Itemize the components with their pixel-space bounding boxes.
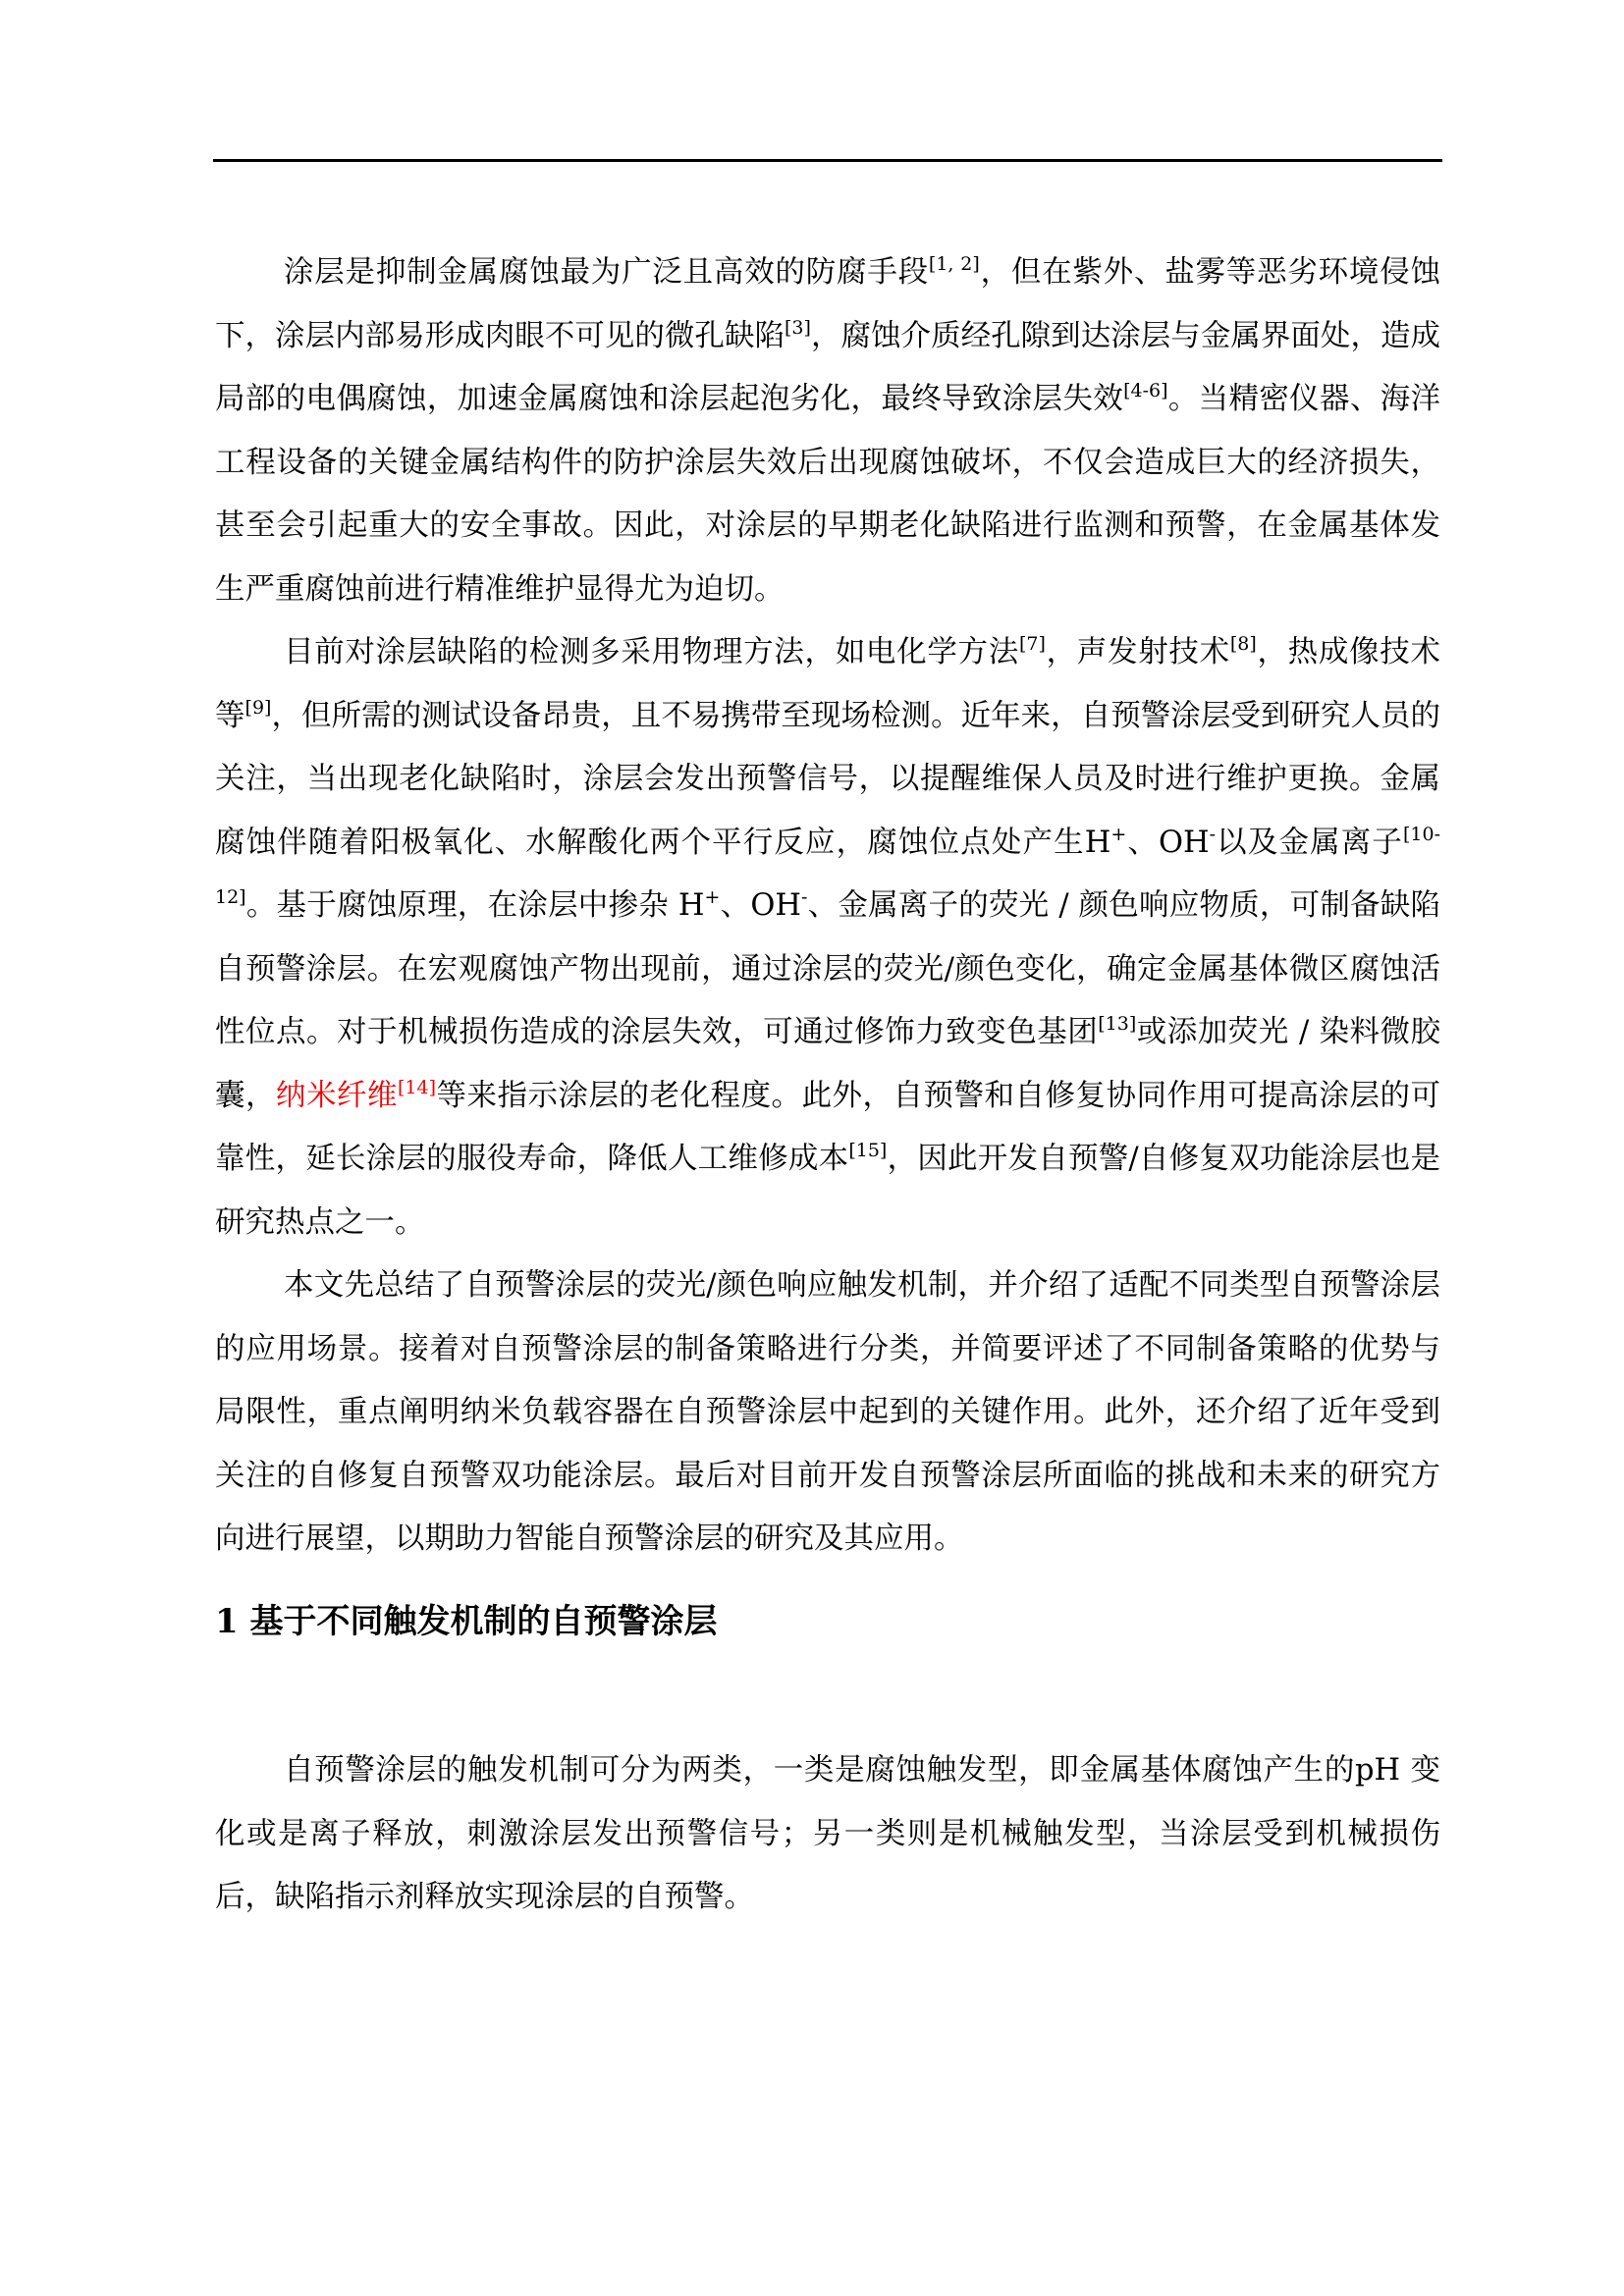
superscript: -: [1209, 823, 1217, 845]
paragraph-intro: 涂层是抑制金属腐蚀最为广泛且高效的防腐手段[1, 2]，但在紫外、盐雾等恶劣环境侵蚀下，涂层内部易形成肉眼不可见的微孔缺陷[3]，腐蚀介质经孔隙到达涂层与金属界面处，造成局部的电偶腐蚀，加速金属腐蚀和涂层起泡劣化，最终导致涂层失效[4-6]。当精密仪器、海洋工程设备的关键金属结构件的防护涂层失效后出现腐蚀破坏，不仅会造成巨大的经济损失，甚至会引起重大的安全事故。因此，对涂层的早期老化缺陷进行监测和预警，在金属基体发生严重腐蚀前进行精准维护显得尤为迫切。: [215, 253, 1441, 607]
superscript: -: [800, 886, 808, 908]
citation[interactable]: [9]: [244, 696, 272, 719]
citation[interactable]: [10-12]: [215, 823, 1440, 908]
citation[interactable]: [3]: [785, 316, 811, 339]
superscript: +: [704, 886, 721, 908]
citation[interactable]: [4-6]: [1123, 380, 1168, 401]
citation[interactable]: [15]: [848, 1140, 888, 1161]
superscript: +: [1110, 823, 1127, 845]
header-rule: [213, 159, 1442, 162]
citation-highlighted[interactable]: [14]: [398, 1076, 437, 1098]
citation[interactable]: [8]: [1229, 633, 1257, 655]
section-heading: 1 基于不同触发机制的自预警涂层: [215, 1602, 718, 1641]
highlighted-term: 纳米纤维: [276, 1078, 398, 1113]
paragraph-trigger-mechanisms: 自预警涂层的触发机制可分为两类，一类是腐蚀触发型，即金属基体腐蚀产生的pH 变化或是离子释放，刺激涂层发出预警信号；另一类则是机械触发型，当涂层受到机械损伤后，缺陷指示剂释放实现涂层的自预警。: [215, 1753, 1440, 1914]
body-text-bottom: [215, 1739, 1440, 1930]
paragraph-detection-methods: 目前对涂层缺陷的检测多采用物理方法，如电化学方法[7]，声发射技术[8]，热成像技术等[9]，但所需的测试设备昂贵，且不易携带至现场检测。近年来，自预警涂层受到研究人员的关注，当出现老化缺陷时，涂层会发出预警信号，以提醒维保人员及时进行维护更换。金属腐蚀伴随着阳极氧化、水解酸化两个平行反应，腐蚀位点处产生H+、OH-以及金属离子[10-12]。基于腐蚀原理，在涂层中掺杂 H+、OH-、金属离子的荧光 / 颜色响应物质，可制备缺陷自预警涂层。在宏观腐蚀产物出现前，通过涂层的荧光/颜色变化，确定金属基体微区腐蚀活性位点。对于机械损伤造成的涂层失效，可通过修饰力致变色基团[13]或添加荧光 / 染料微胶囊，纳米纤维[14]等来指示涂层的老化程度。此外，自预警和自修复协同作用可提高涂层的可靠性，延长涂层的服役寿命，降低人工维修成本[15]，因此开发自预警/自修复双功能涂层也是研究热点之一。: [215, 633, 1441, 1240]
citation[interactable]: [7]: [1018, 633, 1046, 655]
body-text-top: [215, 241, 1440, 1572]
citation[interactable]: [13]: [1098, 1013, 1137, 1035]
citation[interactable]: [1, 2]: [928, 253, 980, 275]
paragraph-overview: 本文先总结了自预警涂层的荧光/颜色响应触发机制，并介绍了适配不同类型自预警涂层的应用场景。接着对自预警涂层的制备策略进行分类，并简要评述了不同制备策略的优势与局限性，重点阐明纳米负载容器在自预警涂层中起到的关键作用。此外，还介绍了近年受到关注的自修复自预警双功能涂层。最后对目前开发自预警涂层所面临的挑战和未来的研究方向进行展望，以期助力智能自预警涂层的研究及其应用。: [215, 1268, 1440, 1556]
